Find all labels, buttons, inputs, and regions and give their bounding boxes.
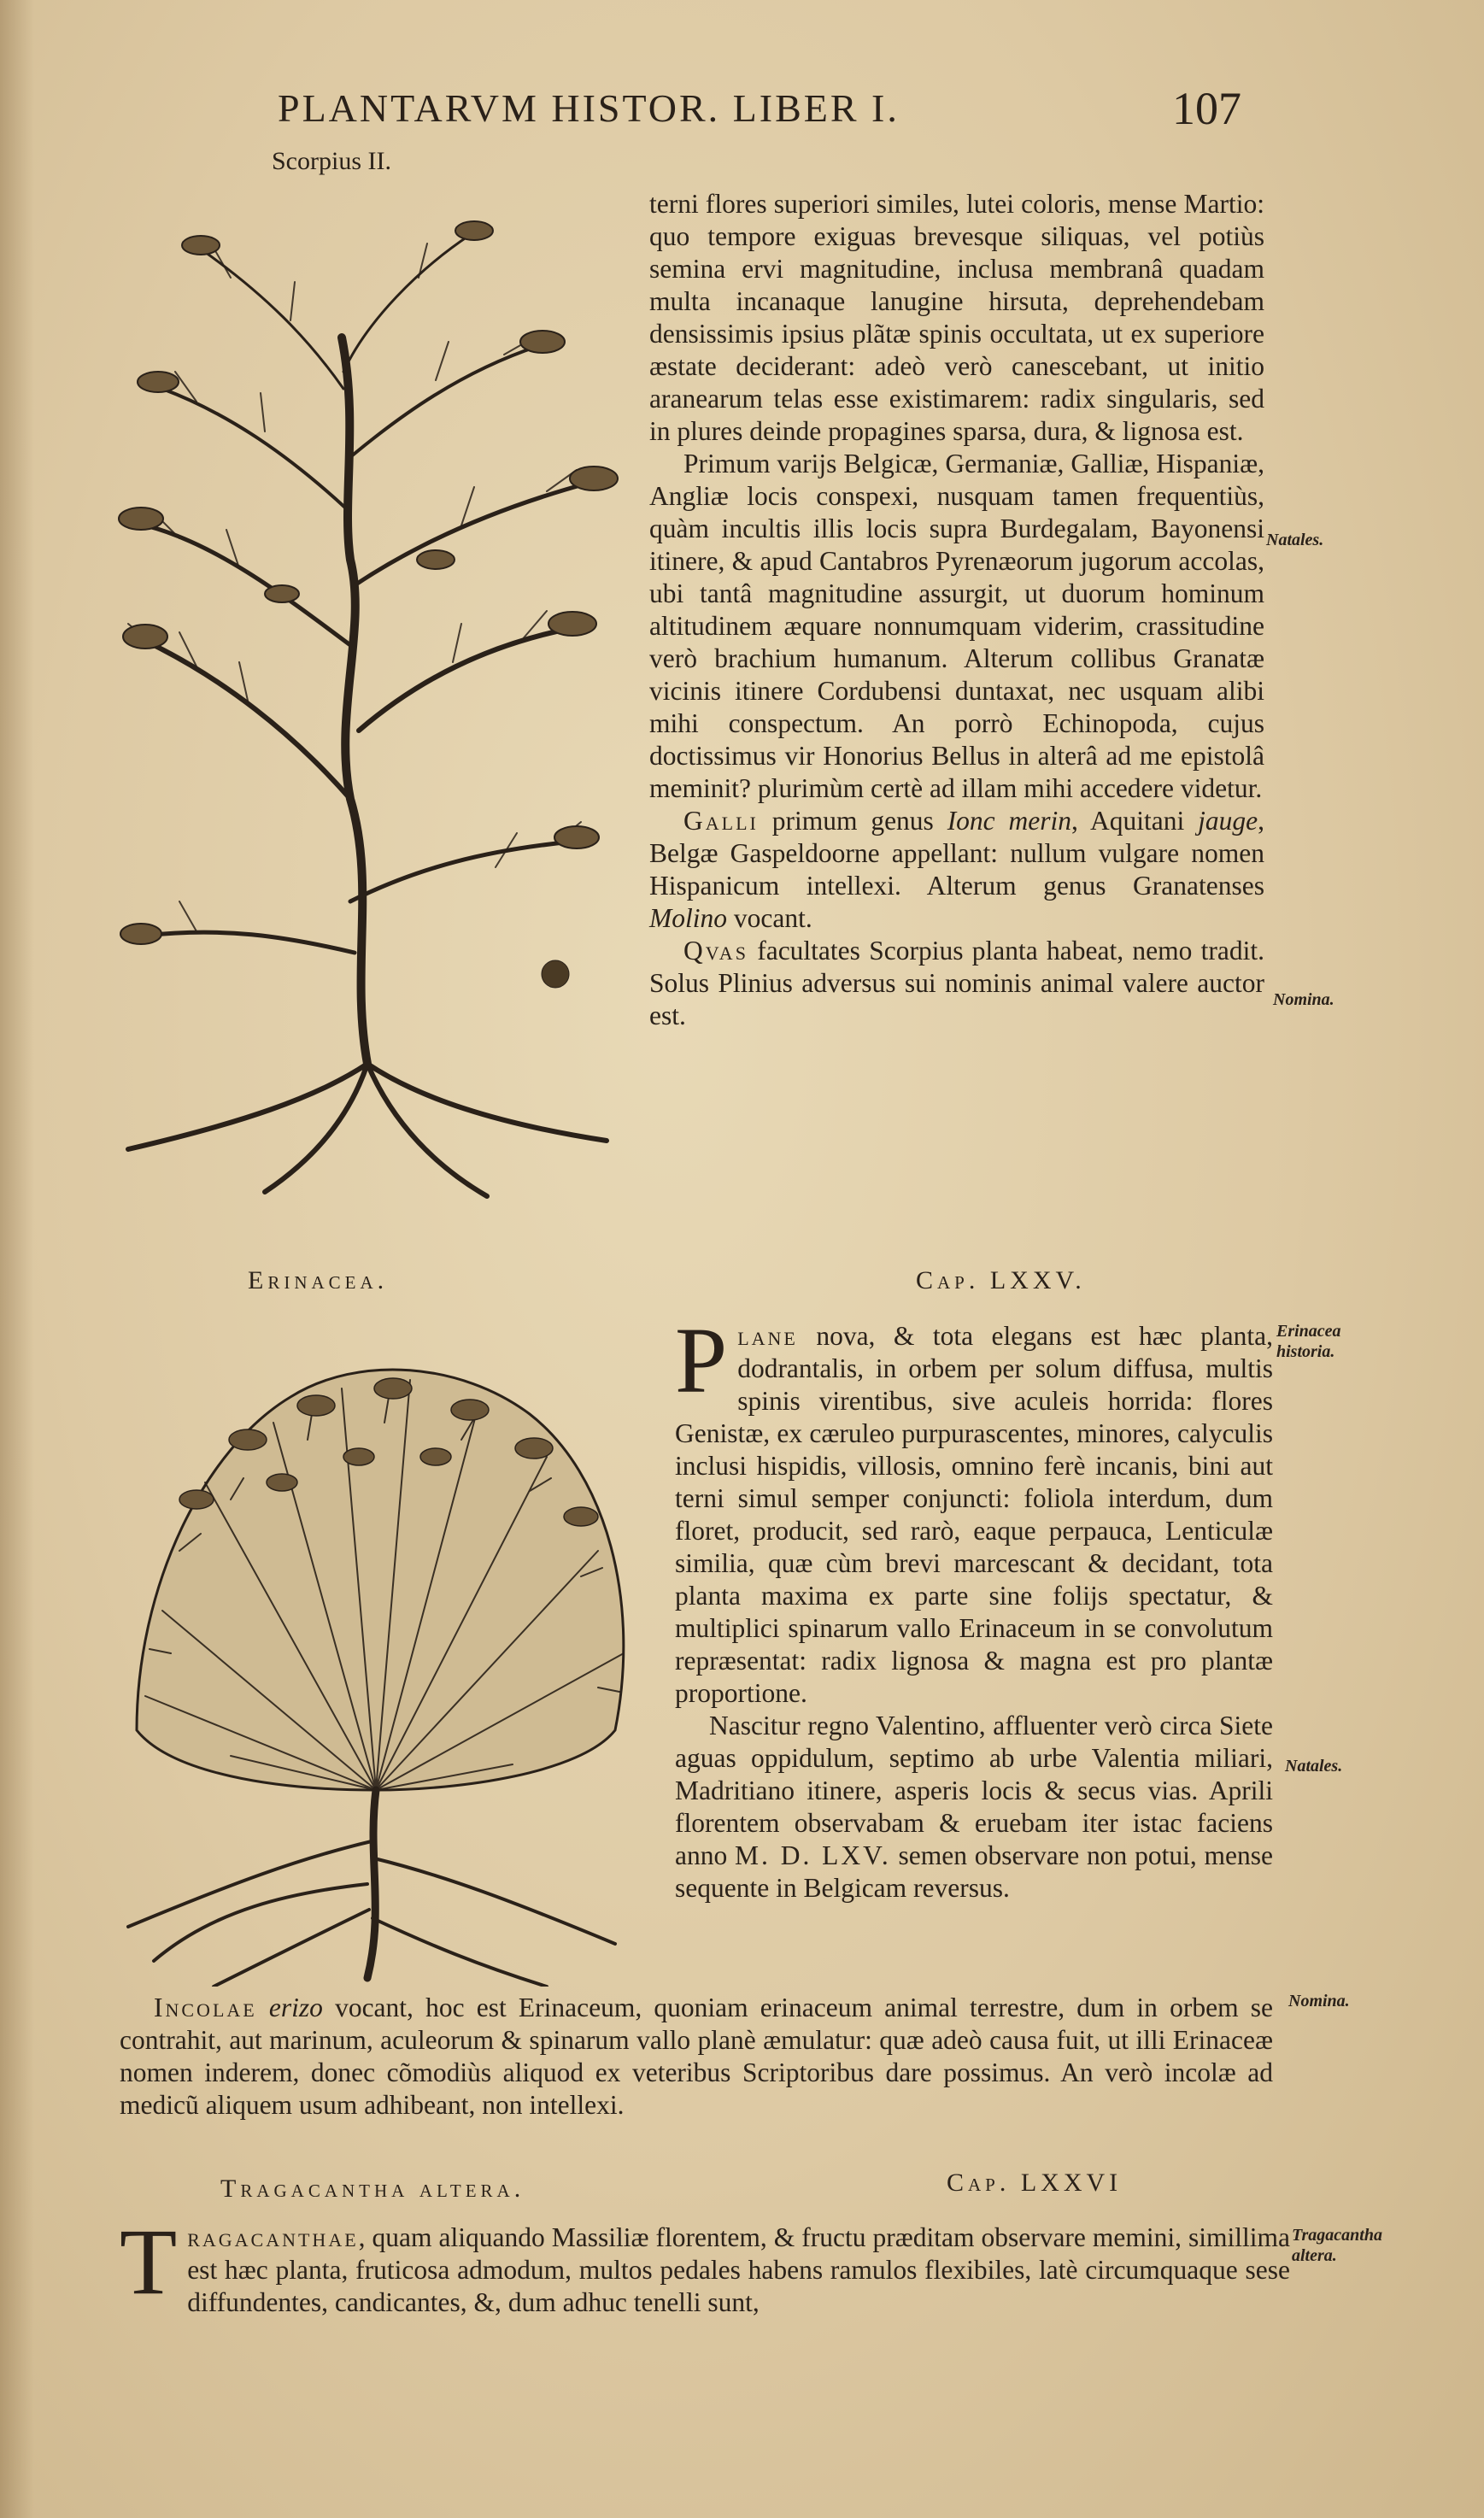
erinacea-note-historia: Erinacea historia. — [1276, 1322, 1341, 1361]
scorpius-virtues-text: facultates Scorpius planta habeat, nemo tradit. Solus Plinius adversus sui nominis animal valere auctor est. — [649, 936, 1264, 1030]
erinacea-form-text: nova, & tota elegans est hæc planta, dodrantalis, in orbem per solum diffusa, multis spinis virentibus, sive aculeis horrida: flores Genistæ, ex cæruleo purpurascentes, minores, calyculis inclusi hispidis, villosis, omnino ferè incanis, bini aut terni simul semper conjuncti: foliola interdum, dum floret, producit, sed rarò, eaque perpauca, Lenticulæ similia, quæ cùm brevi marcescant & decidant, tota planta maxima ex parte sine folijs spectatur, & multiplici spinarum vallo Erinaceum in se convolutum repræsentat: radix lignosa & magna est pro plantæ proportione. — [675, 1321, 1273, 1708]
scorpius-description — [649, 188, 1264, 1032]
erinacea-note-natales: Natales. — [1285, 1757, 1343, 1776]
page-gutter-shadow — [0, 0, 34, 2518]
scorpius-virtues-lead: Qvas — [683, 936, 748, 966]
scorpius-names-granada: Molino — [649, 903, 727, 933]
erinacea-woodcut-illustration — [103, 1329, 649, 1987]
erinacea-form-lead: lane — [737, 1321, 798, 1351]
tragacantha-form-text: , quam aliquando Massiliæ florentem, & fructu præditam observare memini, simillima est hæc planta, fruticosa admodum, multos pedales habens ramulos flexibiles, latè circumquaque sese diffundentes, candicantes, &, dum adhuc tenelli sunt, — [187, 2222, 1290, 2317]
scorpius-paragraph-form: terni flores superiori similes, lutei coloris, mense Martio: quo tempore exiguas brevesque siliquas, vel potiùs semina ervi magnitudine, inclusa membranâ quadam multa incanaque lanugine hirsuta, deprehendebam densissimis ipsius plãtæ spinis occultata, ut ex superiore æstate deciderant: adeò verò canescebant, ut initio aranearum telas esse existimarem: radix singularis, sed in plures deinde propagines sparsa, dura, & lignosa est. — [649, 189, 1264, 446]
erinacea-paragraph-form — [675, 1308, 1273, 1710]
erinacea-paragraph-habitat — [675, 1710, 1273, 1905]
scorpius-names-text-a: primum genus — [758, 806, 947, 836]
erinacea-dropcap: P — [675, 1308, 728, 1412]
scorpius-caption: Scorpius II. — [272, 147, 391, 175]
tragacantha-description — [120, 2210, 1290, 2319]
erinacea-habitat-text-a: Nascitur regno Valentino, affluenter verò circa Siete aguas oppidulum, septimo ab urbe Valentia miliari, Madritiano itinere, asperis locis & secus vias. Aprili florentem observabam & eruebam iter istac faciens anno — [675, 1711, 1273, 1870]
erinacea-description — [675, 1308, 1273, 1905]
page-number: 107 — [1172, 83, 1241, 134]
tragacantha-paragraph-form — [120, 2210, 1290, 2319]
scorpius-note-natales: Natales. — [1266, 531, 1324, 549]
scorpius-names-text-c: , Belgæ Gaspeldoorne appellant: nullum vulgare nomen Hispanicum intellexi. Alterum genus Granatenses — [649, 806, 1264, 901]
running-title: PLANTARVM HISTOR. LIBER I. — [278, 86, 900, 130]
erinacea-names-text: vocant, hoc est Erinaceum, quoniam erinaceum animal terrestre, dum in orbem se contrahit, aut marinum, aculeorum & spinarum vallo planè æmulatur: quæ adeò causa fuit, ut illi Erinaceæ nomen inderem, donec cõmodiùs aliquod ex veteribus Scriptoribus dare possimus. An verò incolæ ad medicũ aliquem usum adhibeant, non intellexi. — [120, 1993, 1273, 2120]
erinacea-names-lead: Incolae — [154, 1993, 257, 2022]
scorpius-names-lead: Galli — [683, 806, 759, 836]
scorpius-names-text-b: , Aquitani — [1071, 806, 1199, 836]
erinacea-habitat-year: M. D. LXV. — [735, 1840, 891, 1870]
scorpius-woodcut-illustration — [94, 201, 641, 1205]
erinacea-names-vernacular: erizo — [268, 1993, 323, 2022]
erinacea-paragraph-names — [120, 1992, 1273, 2122]
scorpius-paragraph-virtues — [649, 935, 1264, 1032]
erinacea-title: Erinacea. — [248, 1266, 389, 1294]
erinacea-habitat-text-b: semen observare non potui, mense sequente in Belgicam reversus. — [675, 1840, 1273, 1903]
erinacea-chapter: Cap. LXXV. — [916, 1266, 1086, 1294]
scorpius-names-aquitaine: jauge — [1198, 806, 1258, 836]
tragacantha-chapter: Cap. LXXVI — [947, 2169, 1123, 2197]
scorpius-paragraph-names — [649, 805, 1264, 935]
scorpius-paragraph-habitat: Primum varijs Belgicæ, Germaniæ, Galliæ, Hispaniæ, Angliæ locis conspexi, nusquam tamen frequentiùs, quàm incultis illis locis supra Burdegalam, Bayonensi itinere, & apud Cantabros Pyrenæorum jugorum accolas, ubi tantâ magnitudine assurgit, ut duorum hominum altitudinem æquare nonnumquam viderim, crassitudine verò brachium humanum. Alterum collibus Granatæ vicinis itinere Cordubensi duntaxat, nec usquam alibi mihi conspectum. An porrò Echinopoda, cujus doctissimus vir Honorius Bellus in alterâ ad me epistolâ meminit? plurimùm certè ad illam mihi accedere videtur. — [649, 449, 1264, 803]
tragacantha-title: Tragacantha altera. — [220, 2175, 525, 2203]
scorpius-note-nomina: Nomina. — [1273, 990, 1334, 1009]
erinacea-names — [120, 1992, 1273, 2122]
scorpius-names-french: Ionc merin — [947, 806, 1072, 836]
tragacantha-note: Tragacantha altera. — [1292, 2226, 1382, 2265]
tragacantha-form-lead: ragacanthae — [187, 2222, 359, 2252]
scorpius-names-text-d: vocant. — [727, 903, 812, 933]
tragacantha-dropcap: T — [120, 2210, 178, 2314]
erinacea-note-nomina: Nomina. — [1288, 1992, 1350, 2010]
